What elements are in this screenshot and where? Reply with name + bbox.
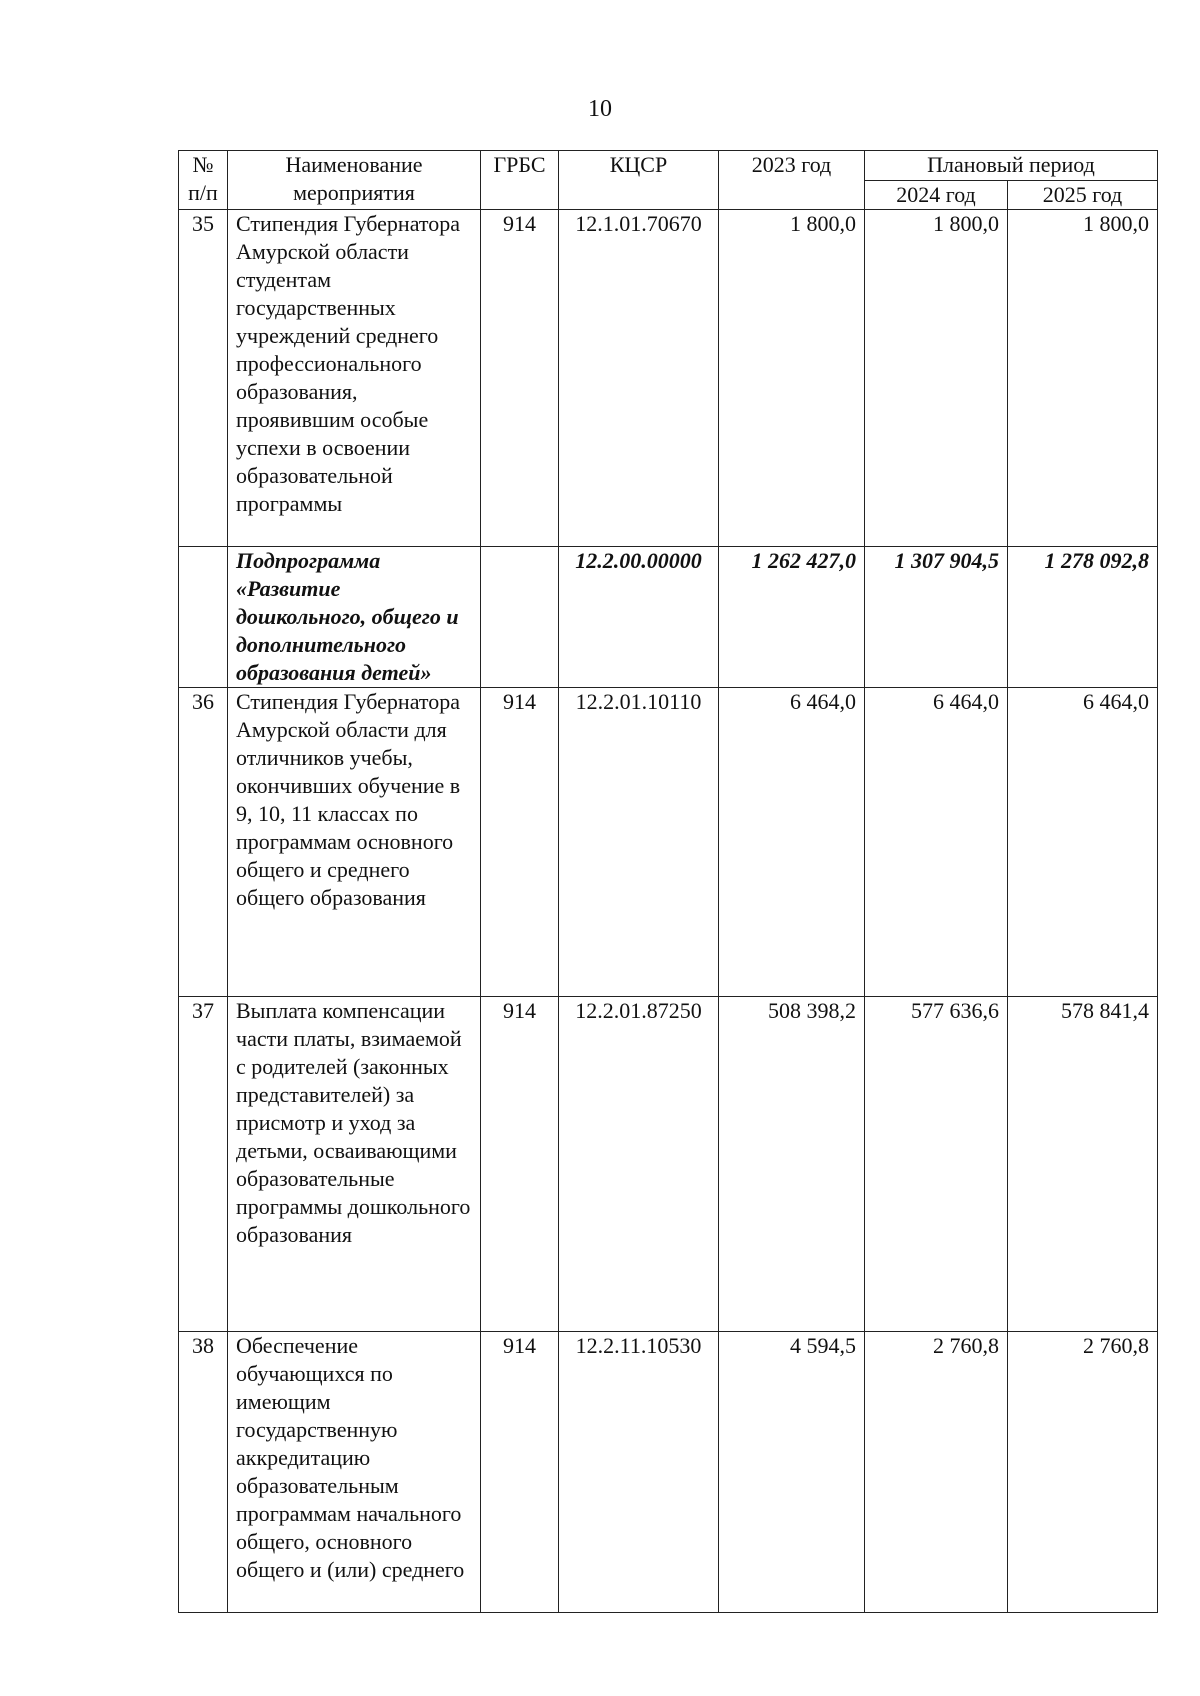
row-2023: 6 464,0 — [719, 688, 865, 997]
header-name: Наименование мероприятия — [228, 151, 481, 210]
header-2025: 2025 год — [1008, 181, 1158, 210]
row-num — [179, 547, 228, 688]
row-2023: 508 398,2 — [719, 997, 865, 1332]
table-header — [179, 151, 1158, 210]
row-2025: 2 760,8 — [1008, 1332, 1158, 1613]
table-row — [179, 210, 1158, 547]
row-2025: 1 800,0 — [1008, 210, 1158, 547]
table-row — [179, 997, 1158, 1332]
row-2024: 1 307 904,5 — [865, 547, 1008, 688]
row-2024: 1 800,0 — [865, 210, 1008, 547]
row-grbs: 914 — [481, 688, 559, 997]
row-num: 35 — [179, 210, 228, 547]
header-planned-period: Плановый период — [865, 151, 1158, 181]
budget-table — [178, 150, 1158, 1613]
row-kcsr: 12.2.11.10530 — [559, 1332, 719, 1613]
row-2024: 577 636,6 — [865, 997, 1008, 1332]
row-2023: 1 800,0 — [719, 210, 865, 547]
row-kcsr: 12.2.01.10110 — [559, 688, 719, 997]
header-2023: 2023 год — [719, 151, 865, 210]
table-row — [179, 688, 1158, 997]
row-kcsr: 12.1.01.70670 — [559, 210, 719, 547]
row-2025: 6 464,0 — [1008, 688, 1158, 997]
row-name: Стипендия Губернатора Амурской области студентам государственных учреждений среднего профессионального образования, проявившим особые успехи в освоении образовательной программы — [228, 210, 481, 547]
row-grbs: 914 — [481, 210, 559, 547]
row-kcsr: 12.2.00.00000 — [559, 547, 719, 688]
row-2023: 4 594,5 — [719, 1332, 865, 1613]
row-2025: 1 278 092,8 — [1008, 547, 1158, 688]
row-2024: 2 760,8 — [865, 1332, 1008, 1613]
header-num: № п/п — [179, 151, 228, 210]
table-row — [179, 1332, 1158, 1613]
row-name: Обеспечение обучающихся по имеющим государственную аккредитацию образовательным программам начального общего, основного общего и (или) среднего — [228, 1332, 481, 1613]
header-kcsr: КЦСР — [559, 151, 719, 210]
row-name: Подпрограмма «Развитие дошкольного, общего и дополнительного образования детей» — [228, 547, 481, 688]
row-num: 38 — [179, 1332, 228, 1613]
row-num: 37 — [179, 997, 228, 1332]
header-2024: 2024 год — [865, 181, 1008, 210]
row-2024: 6 464,0 — [865, 688, 1008, 997]
row-grbs: 914 — [481, 997, 559, 1332]
row-kcsr: 12.2.01.87250 — [559, 997, 719, 1332]
row-2025: 578 841,4 — [1008, 997, 1158, 1332]
row-name: Стипендия Губернатора Амурской области для отличников учебы, окончивших обучение в 9, 10, 11 классах по программам основного общего и среднего общего образования — [228, 688, 481, 997]
row-grbs — [481, 547, 559, 688]
row-2023: 1 262 427,0 — [719, 547, 865, 688]
row-grbs: 914 — [481, 1332, 559, 1613]
row-num: 36 — [179, 688, 228, 997]
page-number: 10 — [588, 96, 612, 122]
subprogram-row — [179, 547, 1158, 688]
row-name: Выплата компенсации части платы, взимаемой с родителей (законных представителей) за присмотр и уход за детьми, осваивающими образовательные программы дошкольного образования — [228, 997, 481, 1332]
header-grbs: ГРБС — [481, 151, 559, 210]
